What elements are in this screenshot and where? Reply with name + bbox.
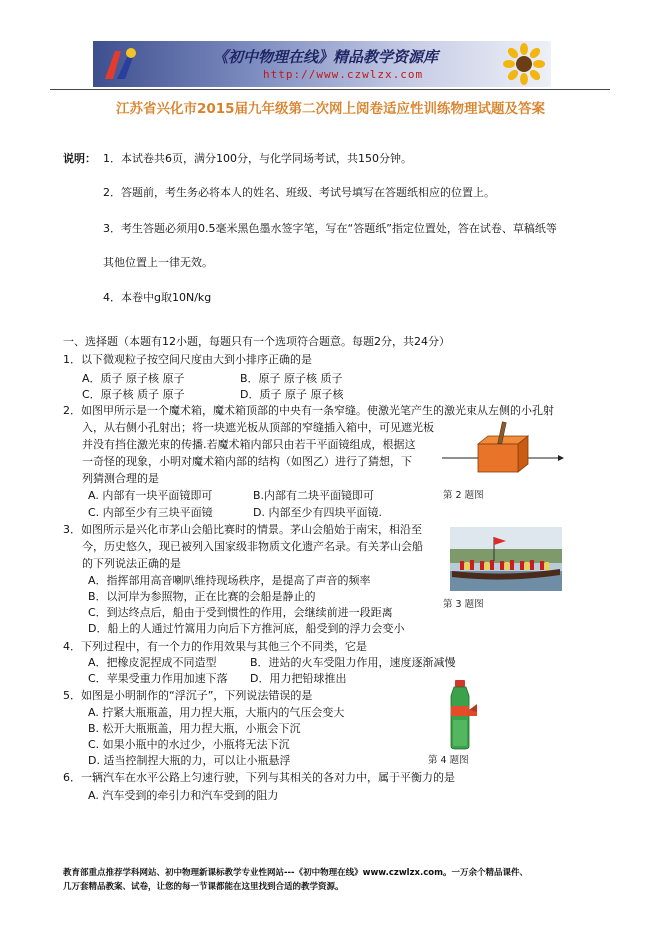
figure-caption: 第 4 题图 (428, 755, 469, 766)
question-stem: 入，从右侧小孔射出；将一块遮光板从顶部的窄缝插入箱中，可见遮光板 (82, 421, 434, 434)
question-stem: 的下列说法正确的是 (82, 557, 181, 570)
option-a: A．把橡皮泥捏成不同造型 (88, 656, 217, 669)
option-c: C. 如果小瓶中的水过少，小瓶将无法下沉 (88, 738, 290, 751)
banner-url[interactable]: http://www.czwlzx.com (263, 68, 424, 81)
option-a: A．指挥部用高音喇叭维持现场秩序，是提高了声音的频率 (88, 574, 371, 587)
footer-line: 几万套精品教案、试卷，让您的每一节课都能在这里找到合适的教学资源。 (63, 882, 344, 892)
option-b: B．原子 原子核 质子 (240, 372, 343, 385)
header-divider (50, 89, 610, 90)
instruction-item: 3．考生答题必须用0.5毫米黑色墨水签字笔，写在“答题纸”指定位置处，答在试卷、草稿纸等 (103, 222, 557, 235)
boat-race-photo (450, 527, 562, 591)
option-d: D．船上的人通过竹篙用力向后下方推河底，船受到的浮力会变小 (88, 622, 405, 635)
header-banner (93, 41, 551, 87)
question-stem: 今，历史悠久，现已被列入国家级非物质文化遗产名录。有关茅山会船 (82, 540, 423, 553)
magic-box-figure (440, 420, 565, 480)
option-b: B. 松开大瓶瓶盖，用力捏大瓶，小瓶会下沉 (88, 722, 301, 735)
footer-line: 教育部重点推荐学科网站、初中物理新课标教学专业性网站---《初中物理在线》www.czwlzx.com。一万余个精品课件、 (63, 868, 528, 878)
cartesian-diver-figure (443, 680, 479, 750)
question-stem: 1．以下微观粒子按空间尺度由大到小排序正确的是 (63, 353, 312, 366)
option-d: D．用力把铅球推出 (250, 672, 347, 685)
section-heading: 一、选择题（本题有12小题，每题只有一个选项符合题意。每题2分，共24分） (63, 335, 450, 348)
option-b: B．进站的火车受阻力作用，速度逐渐减慢 (250, 656, 456, 669)
question-stem: 并没有挡住激光束的传播.若魔术箱内部只由若干平面镜组成，根据这 (82, 438, 416, 451)
question-stem: 2．如图甲所示是一个魔术箱，魔术箱顶部的中央有一条窄缝。使激光笔产生的激光束从左侧的小孔射 (63, 404, 554, 417)
sunflower-icon (503, 43, 545, 85)
option-c: C. 内部至少有三块平面镜 (88, 506, 213, 519)
question-stem: 6．一辆汽车在水平公路上匀速行驶，下列与其相关的各对力中，属于平衡力的是 (63, 771, 455, 784)
figure-caption: 第 3 题图 (443, 599, 484, 610)
document-title: 江苏省兴化市2015届九年级第二次网上阅卷适应性训练物理试题及答案 (115, 101, 546, 117)
instruction-item: 其他位置上一律无效。 (103, 256, 213, 269)
option-d: D. 内部至少有四块平面镜. (253, 506, 382, 519)
instructions-label: 说明： (63, 152, 96, 165)
option-d: D. 适当控制捏大瓶的力，可以让小瓶悬浮 (88, 754, 291, 767)
option-c: C．到达终点后，船由于受到惯性的作用，会继续前进一段距离 (88, 606, 393, 619)
question-stem: 5．如图是小明制作的“浮沉子”，下列说法错误的是 (63, 689, 313, 702)
option-c: C．原子核 质子 原子 (82, 388, 185, 401)
figure-caption: 第 2 题图 (443, 490, 484, 501)
question-stem: 一奇怪的现象，小明对魔术箱内部的结构（如图乙）进行了猜想，下 (82, 455, 412, 468)
option-b: B.内部有二块平面镜即可 (253, 489, 375, 502)
site-logo-icon (101, 45, 141, 83)
question-stem: 3．如图所示是兴化市茅山会船比赛时的情景。茅山会船始于南宋，相沿至 (63, 523, 422, 536)
banner-title: 《初中物理在线》精品教学资源库 (213, 48, 439, 66)
option-a: A．质子 原子核 原子 (82, 372, 185, 385)
instruction-item: 2．答题前，考生务必将本人的姓名、班级、考试号填写在答题纸相应的位置上。 (103, 186, 495, 199)
instruction-item: 1．本试卷共6页，满分100分，与化学同场考试，共150分钟。 (103, 152, 412, 165)
option-c: C．苹果受重力作用加速下落 (88, 672, 228, 685)
option-b: B．以河岸为参照物，正在比赛的会船是静止的 (88, 590, 316, 603)
instruction-item: 4．本卷中g取10N/kg (103, 291, 212, 304)
option-a: A. 汽车受到的牵引力和汽车受到的阻力 (88, 789, 279, 802)
option-a: A. 拧紧大瓶瓶盖，用力捏大瓶，大瓶内的气压会变大 (88, 706, 345, 719)
option-a: A. 内部有一块平面镜即可 (88, 489, 213, 502)
option-d: D．质子 原子 原子核 (240, 388, 344, 401)
question-stem: 列猜测合理的是 (82, 472, 159, 485)
question-stem: 4．下列过程中，有一个力的作用效果与其他三个不同类，它是 (63, 640, 367, 653)
